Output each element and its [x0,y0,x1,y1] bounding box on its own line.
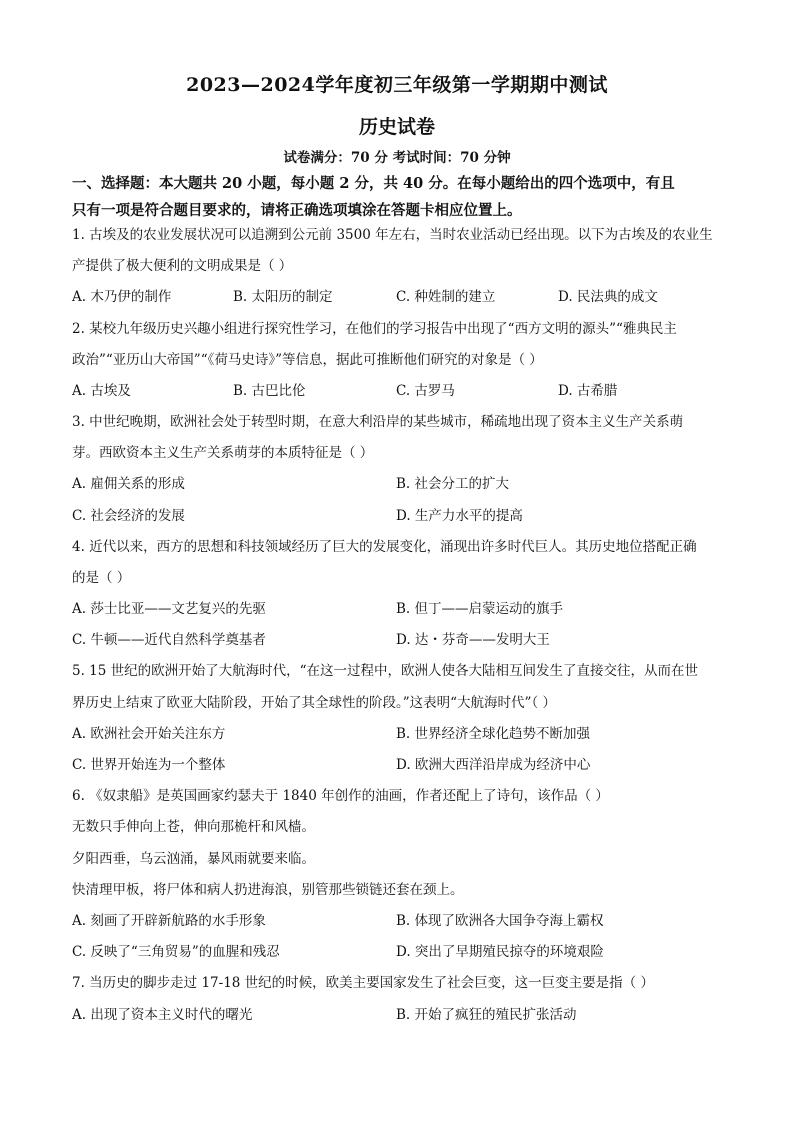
question-text: 4. 近代以来，西方的思想和科技领域经历了巨大的发展变化，涌现出许多时代巨人。其历史地位搭配正确 [72,539,697,555]
poem-line: 无数只手伸向上苍，伸向那桅杆和风樯。 [72,819,315,835]
question-text: 1. 古埃及的农业发展状况可以追溯到公元前 3500 年左右，当时农业活动已经出现。以下为古埃及的农业生 [72,227,713,243]
question-text: 政治”“亚历山大帝国”“《荷马史诗》”等信息，据此可推断他们研究的对象是（ ） [72,352,543,368]
question-text: 的是（ ） [72,570,131,586]
option-d: D. 突出了早期殖民掠夺的环境艰险 [396,944,604,960]
option-d: D. 欧洲大西洋沿岸成为经济中心 [396,757,591,773]
option-c: C. 社会经济的发展 [72,508,185,524]
question-text: 产提供了极大便利的文明成果是（ ） [72,258,293,274]
poem-line: 夕阳西垂，乌云汹涌，暴风雨就要来临。 [72,851,315,867]
option-b: B. 但丁——启蒙运动的旗手 [396,601,564,617]
section-heading-line: 一、选择题：本大题共 20 小题，每小题 2 分，共 40 分。在每小题给出的四个选项中，有且 [72,175,675,192]
question-text: 2. 某校九年级历史兴趣小组进行探究性学习，在他们的学习报告中出现了“西方文明的源头”“雅典民主 [72,321,677,337]
option-d: D. 生产力水平的提高 [396,508,523,524]
option-d: D. 古希腊 [558,383,618,399]
exam-info: 试卷满分：70 分 考试时间：70 分钟 [283,150,511,166]
option-b: B. 社会分工的扩大 [396,476,510,492]
option-d: D. 民法典的成文 [558,289,658,305]
option-a: A. 雇佣关系的形成 [72,476,185,492]
option-c: C. 世界开始连为一个整体 [72,757,226,773]
option-c: C. 牛顿——近代自然科学奠基者 [72,632,266,648]
option-b: B. 太阳历的制定 [233,289,333,305]
option-b: B. 世界经济全球化趋势不断加强 [396,726,591,742]
option-a: A. 刻画了开辟新航路的水手形象 [72,913,266,929]
option-b: B. 古巴比伦 [233,383,306,399]
option-a: A. 出现了资本主义时代的曙光 [72,1007,253,1023]
question-text: 界历史上结束了欧亚大陆阶段，开始了其全球性的阶段。”这表明“大航海时代”（ ） [72,695,556,711]
option-a: A. 古埃及 [72,383,131,399]
question-text: 3. 中世纪晚期，欧洲社会处于转型时期，在意大利沿岸的某些城市，稀疏地出现了资本主义生产关系萌 [72,414,684,430]
question-text: 6. 《奴隶船》是英国画家约瑟夫于 1840 年创作的油画，作者还配上了诗句，该作品（ ） [72,788,609,804]
option-a: A. 木乃伊的制作 [72,289,172,305]
exam-subtitle: 历史试卷 [358,116,435,138]
section-heading-line: 只有一项是符合题目要求的，请将正确选项填涂在答题卡相应位置上。 [72,202,522,219]
question-text: 芽。西欧资本主义生产关系萌芽的本质特征是（ ） [72,445,374,461]
question-text: 5. 15 世纪的欧洲开始了大航海时代，“在这一过程中，欧洲人使各大陆相互间发生了直接交往，从而在世 [72,663,699,679]
option-a: A. 莎士比亚——文艺复兴的先驱 [72,601,266,617]
option-a: A. 欧洲社会开始关注东方 [72,726,226,742]
option-d: D. 达・芬奇——发明大王 [396,632,550,648]
exam-title: 2023—2024学年度初三年级第一学期期中测试 [186,74,608,96]
option-b: B. 开始了疯狂的殖民扩张活动 [396,1007,577,1023]
option-c: C. 反映了“三角贸易”的血腥和残忍 [72,944,280,960]
section-heading [72,170,732,224]
poem-line: 快清理甲板，将尸体和病人扔进海浪，别管那些锁链还套在颈上。 [72,882,464,898]
option-c: C. 古罗马 [396,383,455,399]
question-text: 7. 当历史的脚步走过 17-18 世纪的时候，欧美主要国家发生了社会巨变，这一巨变主要是指（ ） [72,975,654,991]
option-c: C. 种姓制的建立 [396,289,496,305]
option-b: B. 体现了欧洲各大国争夺海上霸权 [396,913,604,929]
